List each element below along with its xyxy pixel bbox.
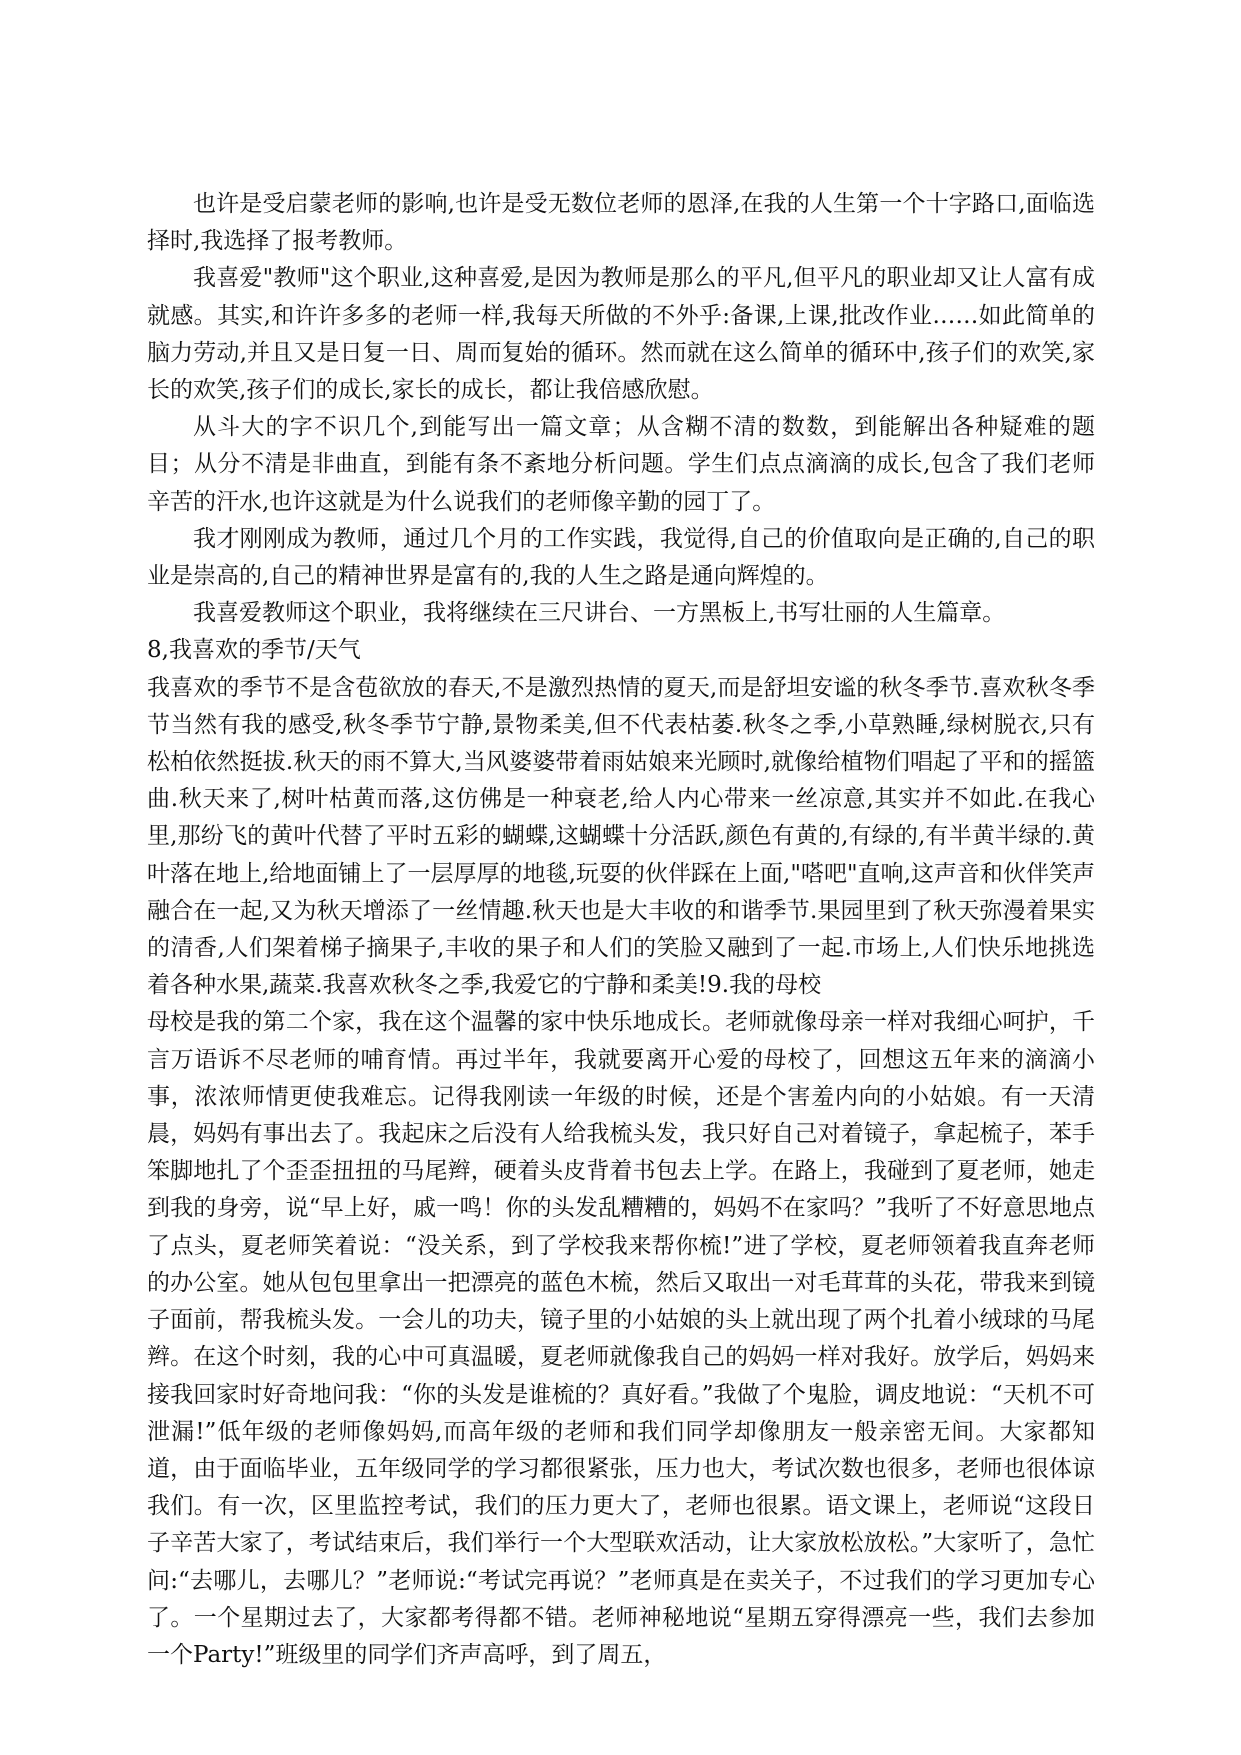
- paragraph-continue-teaching: 我喜爱教师这个职业，我将继续在三尺讲台、一方黑板上,书写壮丽的人生篇章。: [193, 600, 1006, 627]
- paragraph-new-teacher: 我才刚刚成为教师，通过几个月的工作实践，我觉得,自己的价值取向是正确的,自己的职业是崇高的,自己的精神世界是富有的,我的人生之路是通向辉煌的。: [147, 525, 1095, 590]
- section-heading-favorite-season: 8,我喜欢的季节/天气: [147, 637, 361, 664]
- paragraph-autumn-winter: 我喜欢的季节不是含苞欲放的春天,不是激烈热情的夏天,而是舒坦安谧的秋冬季节.喜欢秋冬季节当然有我的感受,秋冬季节宁静,景物柔美,但不代表枯萎.秋冬之季,小草熟睡,绿树脱衣,只有松柏依然挺拔.秋天的雨不算大,当风婆婆带着雨姑娘来光顾时,就像给植物们唱起了平和的摇篮曲.秋天来了,树叶枯黄而落,这仿佛是一种衰老,给人内心带来一丝凉意,其实并不如此.在我心里,那纷飞的黄叶代替了平时五彩的蝴蝶,这蝴蝶十分活跃,颜色有黄的,有绿的,有半黄半绿的.黄叶落在地上,给地面铺上了一层厚厚的地毯,玩耍的伙伴踩在上面,"嗒吧"直响,这声音和伙伴笑声融合在一起,又为秋天增添了一丝情趣.秋天也是大丰收的和谐季节.果园里到了秋天弥漫着果实的清香,人们架着梯子摘果子,丰收的果子和人们的笑脸又融到了一起.市场上,人们快乐地挑选着各种水果,蔬菜.我喜欢秋冬之季,我爱它的宁静和柔美!9.我的母校: [147, 674, 1095, 999]
- paragraph-student-growth: 从斗大的字不识几个,到能写出一篇文章；从含糊不清的数数，到能解出各种疑难的题目；从分不清是非曲直，到能有条不紊地分析问题。学生们点点滴滴的成长,包含了我们老师辛苦的汗水,也许这就是为什么说我们的老师像辛勤的园丁了。: [147, 414, 1095, 515]
- document-page: [147, 186, 1095, 1674]
- paragraph-my-school: 母校是我的第二个家，我在这个温馨的家中快乐地成长。老师就像母亲一样对我细心呵护，千言万语诉不尽老师的哺育情。再过半年，我就要离开心爱的母校了，回想这五年来的滴滴小事，浓浓师情更使我难忘。记得我刚读一年级的时候，还是个害羞内向的小姑娘。有一天清晨，妈妈有事出去了。我起床之后没有人给我梳头发，我只好自己对着镜子，拿起梳子，苯手笨脚地扎了个歪歪扭扭的马尾辫，硬着头皮背着书包去上学。在路上，我碰到了夏老师，她走到我的身旁，说“早上好，戚一鸣！你的头发乱糟糟的，妈妈不在家吗？”我听了不好意思地点了点头，夏老师笑着说：“没关系，到了学校我来帮你梳!”进了学校，夏老师领着我直奔老师的办公室。她从包包里拿出一把漂亮的蓝色木梳，然后又取出一对毛茸茸的头花，带我来到镜子面前，帮我梳头发。一会儿的功夫，镜子里的小姑娘的头上就出现了两个扎着小绒球的马尾辫。在这个时刻，我的心中可真温暖，夏老师就像我自己的妈妈一样对我好。放学后，妈妈来接我回家时好奇地问我：“你的头发是谁梳的？真好看。”我做了个鬼脸，调皮地说：“天机不可泄漏!”低年级的老师像妈妈,而高年级的老师和我们同学却像朋友一般亲密无间。大家都知道，由于面临毕业，五年级同学的学习都很紧张，压力也大，考试次数也很多，老师也很体谅我们。有一次，区里监控考试，我们的压力更大了，老师也很累。语文课上，老师说“这段日子辛苦大家了，考试结束后，我们举行一个大型联欢活动，让大家放松放松。”大家听了，急忙问:“去哪儿，去哪儿？”老师说:“考试完再说？”老师真是在卖关子，不过我们的学习更加专心了。一个星期过去了，大家都考得都不错。老师神秘地说“星期五穿得漂亮一些，我们去参加一个Party!”班级里的同学们齐声高呼，到了周五，: [147, 1009, 1095, 1668]
- paragraph-teacher-choice: 也许是受启蒙老师的影响,也许是受无数位老师的恩泽,在我的人生第一个十字路口,面临选择时,我选择了报考教师。: [147, 191, 1095, 255]
- paragraph-love-teaching: 我喜爱"教师"这个职业,这种喜爱,是因为教师是那么的平凡,但平凡的职业却又让人富有成就感。其实,和许许多多的老师一样,我每天所做的不外乎:备课,上课,批改作业……如此简单的脑力劳动,并且又是日复一日、周而复始的循环。然而就在这么简单的循环中,孩子们的欢笑,家长的欢笑,孩子们的成长,家长的成长，都让我倍感欣慰。: [147, 265, 1095, 404]
